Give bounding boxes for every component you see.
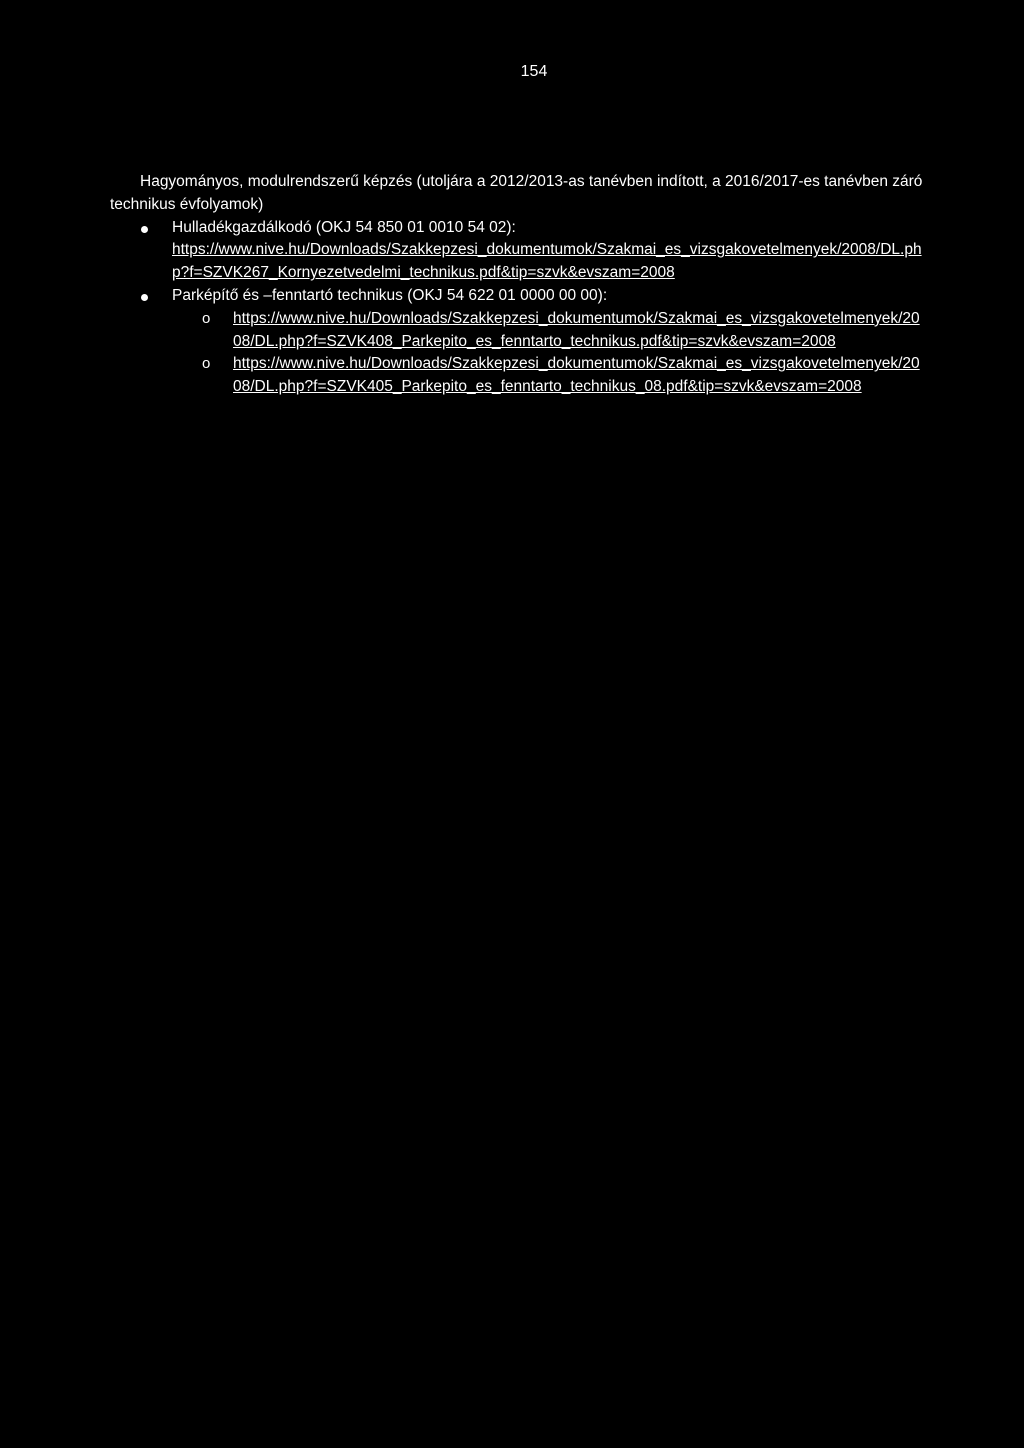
document-body — [110, 171, 926, 399]
circle-bullet-icon: o — [202, 309, 211, 327]
document-link[interactable]: https://www.nive.hu/Downloads/Szakkepzesi_dokumentumok/Szakmai_es_vizsgakovetelmenyek/2008/DL.php?f=SZVK267_Kornyezetvedelmi_technikus.pdf&tip=szvk&evszam=2008 — [172, 241, 922, 282]
item-title: Parképítő és –fenntartó technikus (OKJ 54 622 01 0000 00 00): — [172, 286, 608, 304]
circle-bullet-icon: o — [202, 355, 211, 373]
list-item-hulladekgazdalkodo — [110, 217, 926, 285]
sub-list-item — [110, 308, 926, 354]
bullet-icon — [141, 294, 148, 301]
item-title: Hulladékgazdálkodó (OKJ 54 850 01 0010 54 02): — [172, 218, 516, 236]
document-link[interactable]: https://www.nive.hu/Downloads/Szakkepzesi_dokumentumok/Szakmai_es_vizsgakovetelmenyek/2008/DL.php?f=SZVK408_Parkepito_es_fenntarto_technikus.pdf&tip=szvk&evszam=2008 — [233, 309, 920, 350]
page-number: 154 — [520, 63, 548, 80]
bullet-icon — [141, 226, 148, 233]
qualification-list — [110, 217, 926, 399]
sub-list-item — [110, 353, 926, 399]
list-item-parkepito — [110, 285, 926, 399]
section-intro: Hagyományos, modulrendszerű képzés (utoljára a 2012/2013-as tanévben indított, a 2016/2017-es tanévben záró technikus évfolyamok) — [110, 173, 923, 213]
document-link[interactable]: https://www.nive.hu/Downloads/Szakkepzesi_dokumentumok/Szakmai_es_vizsgakovetelmenyek/2008/DL.php?f=SZVK405_Parkepito_es_fenntarto_technikus_08.pdf&tip=szvk&evszam=2008 — [233, 355, 920, 396]
sub-link-list — [172, 308, 926, 399]
